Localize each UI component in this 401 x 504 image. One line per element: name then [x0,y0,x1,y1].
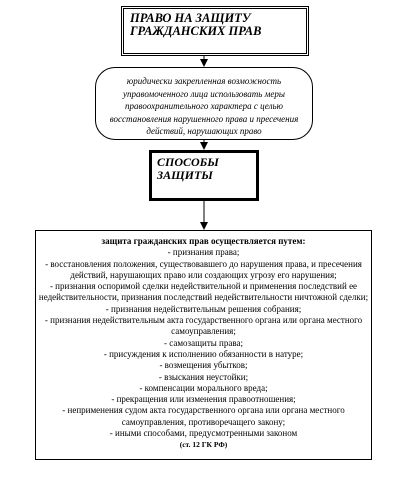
list-item: - признания права; [167,247,240,258]
list-lead: защита гражданских прав осуществляется путем: [101,236,306,246]
list-item: - самозащиты права; [163,337,243,348]
list-item: - взыскания неустойки; [158,371,249,382]
list-item: - прекращения или изменения правоотношения; [111,394,296,405]
list-item: - восстановления положения, существовавшего до нарушения права, и пресечения действий, нарушающих право или создающих угрозу его нарушения; [45,258,362,280]
definition-text: юридически закрепленная возможность управомоченного лица использовать меры правоохранительного характера с целью восстановления нарушенного права и пресечения действий, нарушающих право [109,76,299,137]
list-item: - присуждения к исполнению обязанности в натуре; [103,348,304,359]
methods-heading-line-1: СПОСОБЫ [157,155,219,169]
methods-heading-line-2: ЗАЩИТЫ [157,168,213,182]
list-item: - компенсации морального вреда; [139,382,268,393]
title-line-2: ГРАЖДАНСКИХ ПРАВ [130,24,262,38]
title-line-1: ПРАВО НА ЗАЩИТУ [130,11,251,25]
list-item: - признания недействительным решения собрания; [105,303,302,314]
list-item: - возмещения убытков; [159,360,248,371]
methods-heading-box [149,150,259,201]
list-item: - неприменения судом акта государственного органа или органа местного самоуправления, противоречащего закону; [62,405,345,427]
methods-list-box [35,230,372,460]
list-citation: (ст. 12 ГК РФ) [179,440,228,450]
definition-box [95,67,313,140]
list-item: - признания недействительным акта государственного органа или органа местного самоуправления; [44,315,363,337]
list-item: - иными способами, предусмотренными законом [109,428,298,439]
title-box [121,6,309,56]
list-item: - признания оспоримой сделки недействительной и применения последствий ее недействительности, признания последствий недействительности ничтожной сделки; [38,281,369,303]
